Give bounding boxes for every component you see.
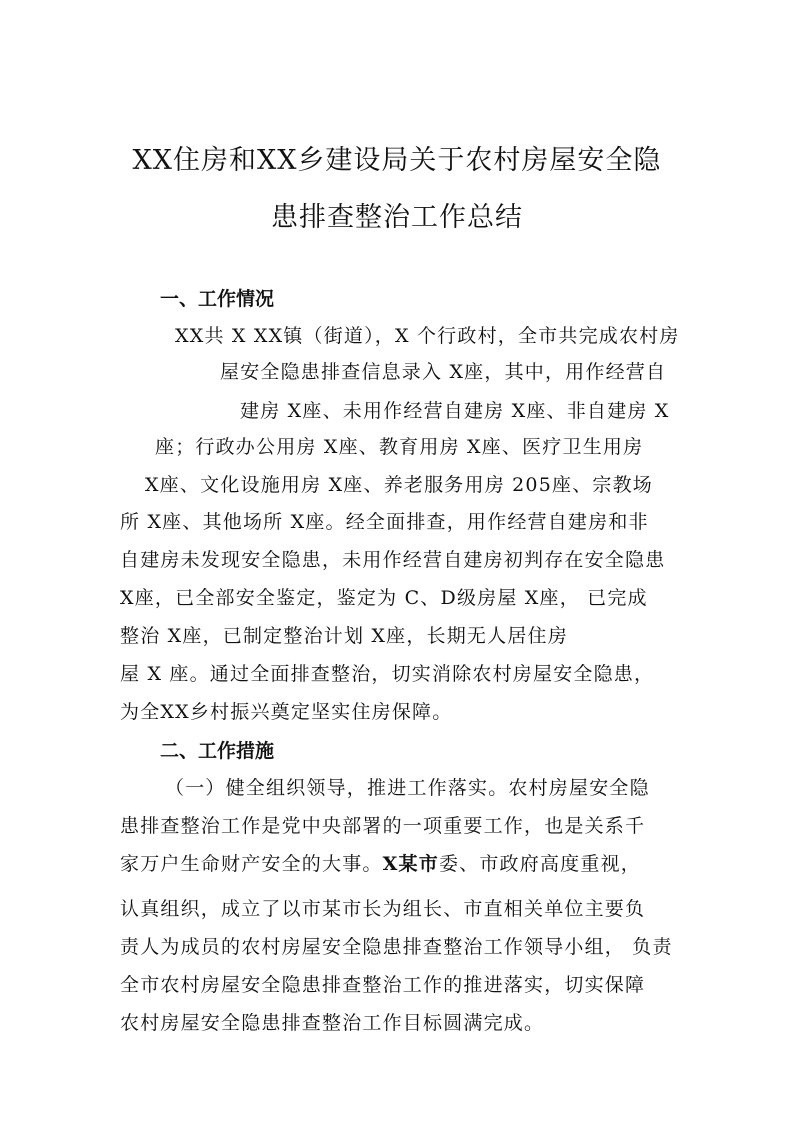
- city-name: X某市: [382, 853, 439, 875]
- paragraph-line: 为全XX乡村振兴奠定坚实住房保障。: [120, 701, 453, 723]
- paragraph-line: [120, 849, 641, 876]
- paragraph-line: （一）健全组织领导，推进工作落实。农村房屋安全隐: [165, 777, 650, 799]
- paragraph-line: 责人为成员的农村房屋安全隐患排查整治工作领导小组， 负责: [120, 936, 673, 958]
- paragraph-line: 农村房屋安全隐患排查整治工作目标圆满完成。: [120, 1012, 545, 1034]
- paragraph-line: 建房 X座、未用作经营自建房 X座、非自建房 X: [240, 400, 670, 422]
- paragraph-line: 屋 X 座。通过全面排查整治，切实消除农村房屋安全隐患，: [120, 663, 655, 685]
- paragraph-line: X座、文化设施用房 X座、养老服务用房 205座、宗教场: [145, 474, 653, 496]
- paragraph-line: X座，已全部安全鉴定，鉴定为 C、D级房屋 X座， 已完成: [120, 587, 648, 609]
- document-title-line-2: 患排查整治工作总结: [271, 202, 523, 233]
- paragraph-line: XX共 X XX镇（街道），X 个行政村，全市共完成农村房: [175, 325, 680, 347]
- paragraph-line: 自建房未发现安全隐患，未用作经营自建房初判存在安全隐患: [120, 549, 666, 571]
- document-title-line-1: XX住房和XX乡建设局关于农村房屋安全隐: [132, 145, 662, 176]
- paragraph-line: 屋安全隐患排查信息录入 X座，其中，用作经营自: [220, 361, 667, 383]
- paragraph-text: 委、市政府高度重视，: [438, 853, 641, 875]
- section-heading-work-measures: 二、工作措施: [160, 740, 275, 762]
- paragraph-line: 所 X座、其他场所 X座。经全面排查，用作经营自建房和非: [120, 511, 649, 533]
- section-heading-work-status: 一、工作情况: [160, 288, 275, 310]
- paragraph-line: 患排查整治工作是党中央部署的一项重要工作，也是关系千: [120, 815, 646, 837]
- paragraph-line: 全市农村房屋安全隐患排查整治工作的推进落实，切实保障: [120, 974, 646, 996]
- paragraph-line: 认真组织，成立了以市某市长为组长、市直相关单位主要负: [120, 898, 646, 920]
- paragraph-line: 座；行政办公用房 X座、教育用房 X座、医疗卫生用房: [155, 436, 644, 458]
- paragraph-text: 家万户生命财产安全的大事。: [120, 853, 383, 875]
- paragraph-line: 整治 X座，已制定整治计划 X座，长期无人居住房: [120, 625, 568, 647]
